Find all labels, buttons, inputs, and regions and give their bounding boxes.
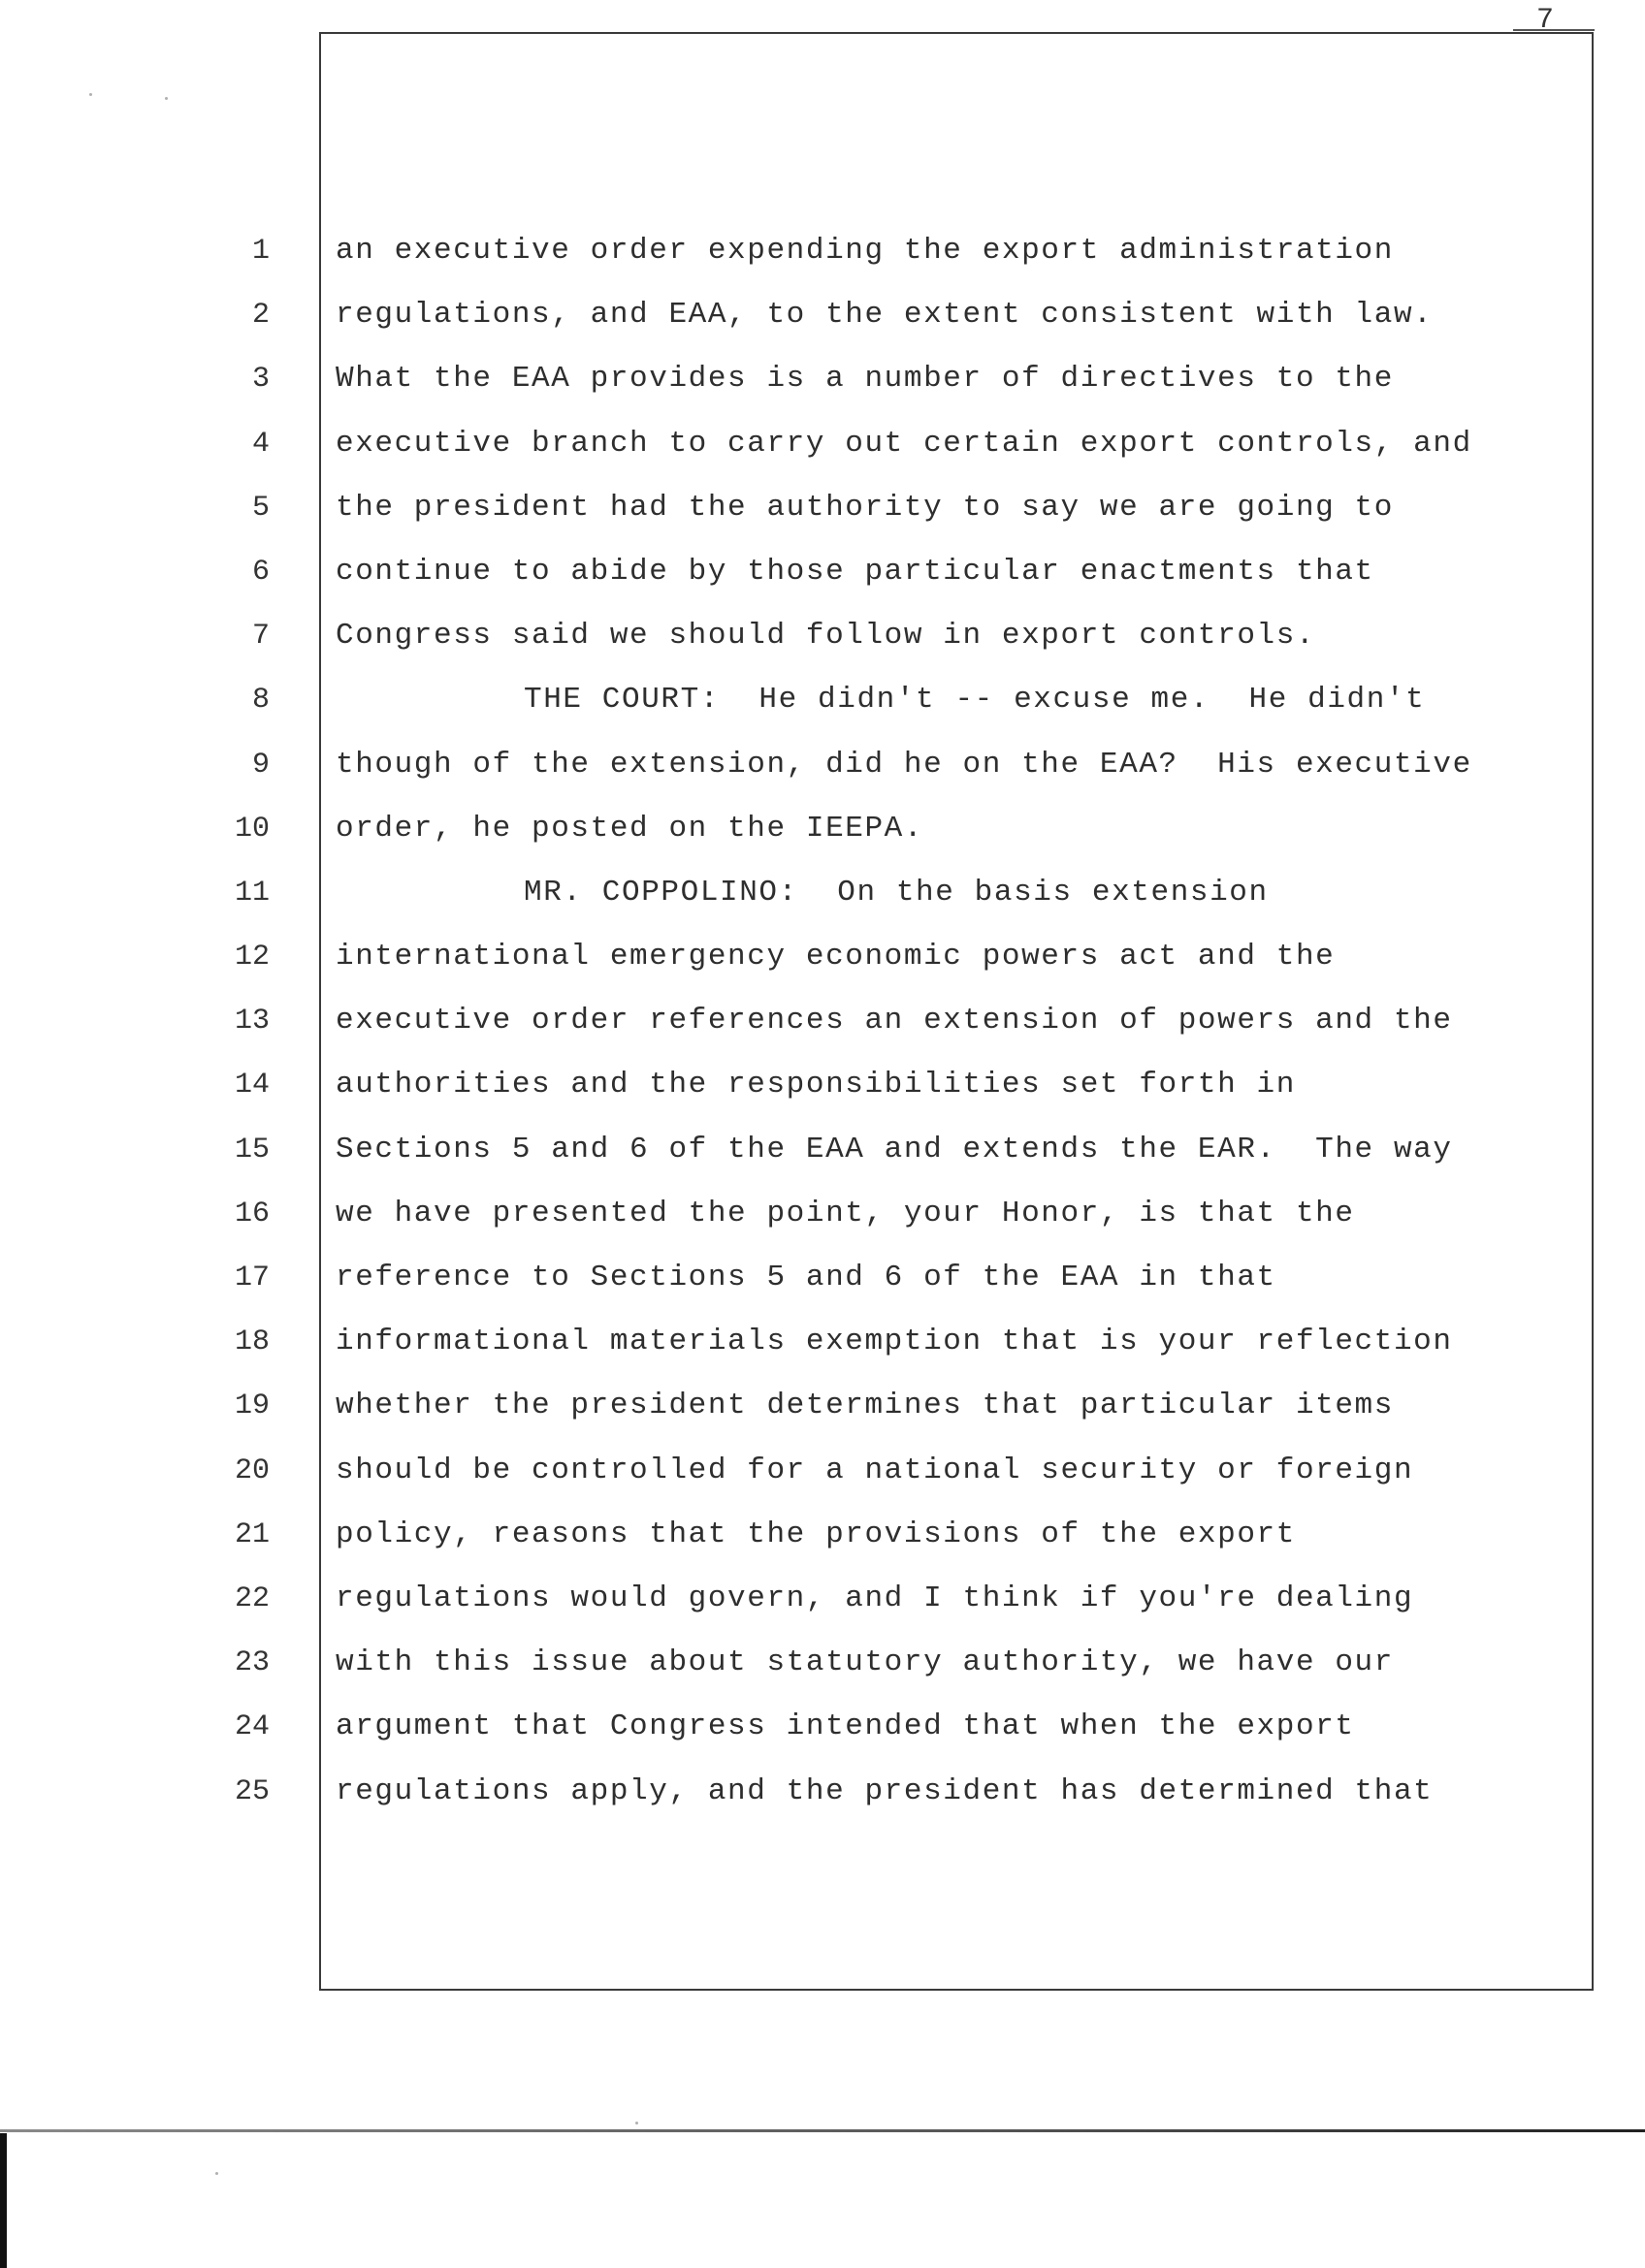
line-number: 18 (234, 1326, 270, 1359)
transcript-line: What the EAA provides is a number of directives to the (336, 362, 1394, 397)
transcript-line: regulations would govern, and I think if you're dealing (336, 1581, 1414, 1615)
line-number: 1 (251, 235, 270, 268)
scan-left-edge (0, 2133, 7, 2268)
line-number: 12 (234, 941, 270, 974)
line-number: 2 (251, 299, 270, 333)
line-number: 13 (234, 1005, 270, 1038)
transcript-line: regulations, and EAA, to the extent consistent with law. (336, 298, 1434, 333)
transcript-line: the president had the authority to say we are going to (336, 490, 1394, 525)
line-number: 3 (251, 363, 270, 397)
transcript-line: though of the extension, did he on the EAA? His executive (336, 747, 1472, 782)
line-number: 21 (234, 1517, 270, 1551)
line-number: 6 (251, 555, 270, 589)
transcript-line: argument that Congress intended that when the export (336, 1709, 1355, 1744)
transcript-line: Sections 5 and 6 of the EAA and extends the EAR. The way (336, 1132, 1453, 1166)
line-number: 15 (234, 1133, 270, 1166)
transcript-line: an executive order expending the export administration (336, 234, 1394, 268)
line-number: 20 (234, 1453, 270, 1487)
transcript-body (336, 219, 1587, 1824)
line-number-column (223, 219, 270, 1824)
transcript-line: authorities and the responsibilities set forth in (336, 1068, 1296, 1102)
line-number: 14 (234, 1069, 270, 1102)
transcript-line: policy, reasons that the provisions of the export (336, 1517, 1296, 1551)
line-number: 22 (234, 1581, 270, 1615)
transcript-line: continue to abide by those particular enactments that (336, 554, 1374, 589)
transcript-line: we have presented the point, your Honor, is that the (336, 1196, 1355, 1230)
line-number: 7 (251, 620, 270, 654)
line-number: 25 (234, 1774, 270, 1808)
line-number: 10 (234, 812, 270, 846)
transcript-line: with this issue about statutory authority, we have our (336, 1645, 1394, 1680)
transcript-line: order, he posted on the IEEPA. (336, 811, 924, 846)
transcript-line: whether the president determines that particular items (336, 1389, 1394, 1423)
transcript-line: executive branch to carry out certain export controls, and (336, 426, 1472, 461)
speaker-line-mr-coppolino: MR. COPPOLINO: On the basis extension (524, 875, 1269, 910)
line-number: 9 (251, 748, 270, 782)
line-number: 11 (234, 876, 270, 910)
transcript-line: Congress said we should follow in export controls. (336, 619, 1316, 654)
scan-speck (165, 97, 168, 100)
line-number: 24 (234, 1710, 270, 1744)
scan-bottom-edge (0, 2129, 1645, 2132)
scan-speck (89, 93, 92, 96)
transcript-line: executive order references an extension of powers and the (336, 1004, 1453, 1038)
line-number: 8 (251, 684, 270, 718)
scan-speck (635, 2122, 638, 2124)
transcript-line: informational materials exemption that is your reflection (336, 1325, 1453, 1359)
transcript-line: regulations apply, and the president has determined that (336, 1773, 1434, 1808)
page-number: 7 (1536, 4, 1555, 37)
transcript-line: should be controlled for a national security or foreign (336, 1453, 1414, 1487)
scan-speck (215, 2172, 218, 2175)
transcript-line: reference to Sections 5 and 6 of the EAA in that (336, 1261, 1276, 1294)
line-number: 4 (251, 427, 270, 461)
transcript-line: international emergency economic powers act and the (336, 940, 1336, 974)
line-number: 5 (251, 491, 270, 525)
line-number: 16 (234, 1197, 270, 1230)
line-number: 17 (234, 1262, 270, 1294)
line-number: 19 (234, 1390, 270, 1423)
speaker-line-the-court: THE COURT: He didn't -- excuse me. He didn't (524, 683, 1426, 718)
page-number-rule (1513, 29, 1595, 31)
line-number: 23 (234, 1646, 270, 1680)
